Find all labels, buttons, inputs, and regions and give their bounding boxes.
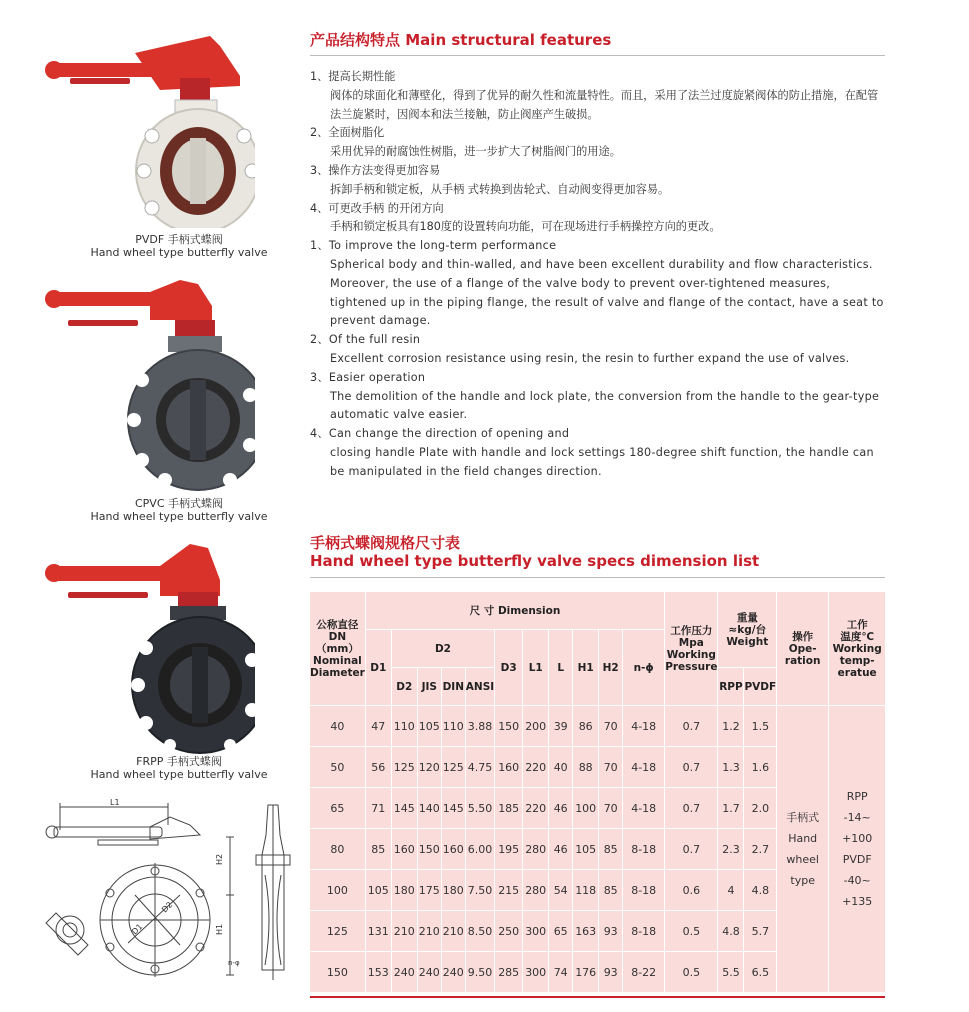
table-cell: 285: [495, 952, 523, 993]
feature-en-title: 2、Of the full resin: [310, 333, 421, 347]
header-text: Ope-: [788, 642, 817, 655]
header-text: Working: [832, 642, 882, 655]
table-cell: 0.7: [665, 829, 718, 870]
table-cell: 110: [441, 706, 465, 747]
table-cell: 1.7: [718, 788, 744, 829]
table-cell: 1.5: [744, 706, 777, 747]
table-cell: 40: [549, 747, 573, 788]
feature-cn-body: 阀体的球面化和薄壁化，得到了优异的耐久性和流量特性。而且，采用了法兰过度旋紧阀体的防止措施，在配管法兰旋紧时，因阀本和法兰接触，防止阀座产生破损。: [330, 88, 879, 121]
feature-en-title: 4、Can change the direction of opening and: [310, 427, 570, 441]
spec-table: [309, 591, 886, 993]
table-cell: 50: [310, 747, 366, 788]
feature-cn-body: 拆卸手柄和锁定板，从手柄 式转换到齿轮式、自动阀变得更加容易。: [330, 182, 670, 196]
table-cell: 105: [573, 829, 599, 870]
table-cell: 80: [310, 829, 366, 870]
table-cell: 0.6: [665, 870, 718, 911]
header-text: 工作压力: [670, 624, 713, 637]
bottom-divider: [310, 996, 885, 998]
table-cell: 85: [365, 829, 391, 870]
table-cell: 71: [365, 788, 391, 829]
header-weight: [718, 592, 777, 668]
header-text: temp-: [839, 654, 875, 667]
table-cell: 210: [441, 911, 465, 952]
header-text: 工作: [846, 618, 868, 631]
cpvc-valve-image: [40, 280, 255, 495]
label-d2: D2: [160, 900, 175, 915]
table-cell: 74: [549, 952, 573, 993]
header-n-phi: n-ϕ: [623, 630, 665, 706]
table-cell: 300: [523, 952, 549, 993]
table-cell: 6.00: [465, 829, 494, 870]
feature-en-body: Excellent corrosion resistance using resin, the resin to further expand the use of valves.: [330, 351, 850, 365]
table-cell: 120: [417, 747, 441, 788]
table-cell: 0.5: [665, 911, 718, 952]
table-cell: 46: [549, 788, 573, 829]
table-cell: 8-18: [623, 870, 665, 911]
feature-cn-body: 手柄和锁定板具有180度的设置转向功能，可在现场进行手柄操控方向的更改。: [330, 220, 721, 234]
table-cell: 210: [417, 911, 441, 952]
feature-cn-2: [310, 124, 888, 162]
header-text: eratue: [837, 666, 877, 679]
operation-text: Hand: [788, 832, 818, 845]
table-cell: 46: [549, 829, 573, 870]
table-cell: 9.50: [465, 952, 494, 993]
specs-title-en: Hand wheel type butterfly valve specs dimension list: [310, 552, 760, 570]
operation-text: 手柄式: [786, 811, 820, 824]
table-cell: 210: [391, 911, 417, 952]
table-cell: 93: [599, 952, 623, 993]
table-cell: 240: [417, 952, 441, 993]
table-cell: 1.6: [744, 747, 777, 788]
table-cell: 180: [391, 870, 417, 911]
table-cell: 125: [391, 747, 417, 788]
table-cell: 100: [310, 870, 366, 911]
table-cell: 4.8: [744, 870, 777, 911]
header-d2: D2: [391, 630, 494, 668]
cpvc-caption: [64, 497, 294, 523]
table-cell: 240: [391, 952, 417, 993]
header-d2-sub: D2: [391, 668, 417, 706]
table-cell: 0.7: [665, 788, 718, 829]
feature-cn-1: [310, 68, 888, 124]
table-cell: 4-18: [623, 747, 665, 788]
table-cell: 153: [365, 952, 391, 993]
table-cell: 86: [573, 706, 599, 747]
table-cell: 200: [523, 706, 549, 747]
table-cell: 0.7: [665, 747, 718, 788]
table-cell: 39: [549, 706, 573, 747]
table-cell: 215: [495, 870, 523, 911]
table-cell: 56: [365, 747, 391, 788]
pvdf-name-en: Hand wheel type butterfly valve: [90, 246, 268, 259]
feature-en-body: Spherical body and thin-walled, and have been excellent durability and flow characteristics. Moreover, the use of a flange of the valve body to prevent over-tightened measures, tightened up in the piping flange, the result of valve and flange of the contact, have a seat to prevent damage.: [330, 257, 884, 328]
header-text: 重量: [736, 611, 758, 624]
table-cell: 300: [523, 911, 549, 952]
table-cell: 65: [310, 788, 366, 829]
frpp-name-en: Hand wheel type butterfly valve: [90, 768, 268, 781]
table-cell: 8.50: [465, 911, 494, 952]
table-cell: 150: [310, 952, 366, 993]
table-cell: 0.5: [665, 952, 718, 993]
feature-cn-title: 1、提高长期性能: [310, 70, 396, 83]
table-cell: 40: [310, 706, 366, 747]
header-temperature: [829, 592, 886, 706]
header-l1: L1: [523, 630, 549, 706]
table-cell: 100: [573, 788, 599, 829]
header-pressure: [665, 592, 718, 706]
header-text: Mpa: [678, 636, 704, 649]
table-cell: 150: [417, 829, 441, 870]
table-cell: 6.5: [744, 952, 777, 993]
table-cell: 145: [441, 788, 465, 829]
table-cell: 1.2: [718, 706, 744, 747]
header-text: （mm）: [315, 642, 359, 655]
temperature-text: +135: [842, 895, 873, 908]
header-h1: H1: [573, 630, 599, 706]
table-cell: 240: [441, 952, 465, 993]
table-cell: 5.7: [744, 911, 777, 952]
feature-en-title: 1、To improve the long-term performance: [310, 239, 557, 253]
specs-title: [310, 534, 759, 570]
table-cell: 280: [523, 870, 549, 911]
header-text: 操作: [792, 630, 814, 643]
cpvc-name-cn: CPVC 手柄式蝶阀: [134, 497, 224, 510]
features-title: [310, 31, 611, 49]
table-cell: 105: [365, 870, 391, 911]
table-cell: 4: [718, 870, 744, 911]
table-cell: 70: [599, 747, 623, 788]
frpp-caption: [64, 755, 294, 781]
table-cell: 8-22: [623, 952, 665, 993]
table-cell: 176: [573, 952, 599, 993]
features-divider: [310, 55, 885, 56]
table-cell: 1.3: [718, 747, 744, 788]
feature-en-3: [310, 369, 888, 425]
label-l1: L1: [110, 798, 120, 807]
operation-cell: [777, 706, 829, 993]
header-d1: D1: [365, 630, 391, 706]
header-text: 公称直径: [316, 618, 359, 631]
temperature-text: +100: [842, 832, 873, 845]
table-cell: 180: [441, 870, 465, 911]
feature-cn-title: 2、全面树脂化: [310, 126, 385, 140]
table-cell: 47: [365, 706, 391, 747]
label-d1: D1: [130, 922, 145, 937]
table-cell: 4-18: [623, 788, 665, 829]
table-cell: 4.75: [465, 747, 494, 788]
specs-divider: [310, 577, 885, 578]
header-d3: D3: [495, 630, 523, 706]
temperature-text: -14~: [843, 811, 871, 824]
table-cell: 125: [441, 747, 465, 788]
table-cell: 125: [310, 911, 366, 952]
table-cell: 110: [391, 706, 417, 747]
table-cell: 160: [391, 829, 417, 870]
header-text: Working: [666, 648, 716, 661]
frpp-valve-image: [40, 540, 255, 755]
table-cell: 280: [523, 829, 549, 870]
table-cell: 70: [599, 706, 623, 747]
table-cell: 2.7: [744, 829, 777, 870]
header-dn: [310, 592, 366, 706]
table-cell: 195: [495, 829, 523, 870]
table-cell: 85: [599, 829, 623, 870]
dimension-drawing: [40, 795, 295, 985]
table-cell: 5.50: [465, 788, 494, 829]
cpvc-name-en: Hand wheel type butterfly valve: [90, 510, 268, 523]
label-h1: H1: [215, 923, 224, 935]
table-cell: 7.50: [465, 870, 494, 911]
header-operation: [777, 592, 829, 706]
features-title-cn: 产品结构特点: [310, 31, 401, 49]
header-text: ≈kg/台: [728, 623, 767, 636]
spec-table-body: [310, 706, 886, 993]
pvdf-valve-image: [40, 28, 255, 228]
table-cell: 175: [417, 870, 441, 911]
table-cell: 85: [599, 870, 623, 911]
table-cell: 140: [417, 788, 441, 829]
pvdf-name-cn: PVDF 手柄式蝶阀: [135, 233, 223, 246]
label-n-phi: n-φ: [228, 959, 240, 967]
feature-en-body: closing handle Plate with handle and lock settings 180-degree shift function, the handle can be manipulated in the field changes direction.: [330, 445, 874, 478]
feature-cn-title: 4、可更改手柄 的开闭方向: [310, 201, 444, 215]
operation-text: wheel: [786, 853, 819, 866]
table-cell: 220: [523, 788, 549, 829]
feature-cn-4: [310, 200, 888, 238]
table-cell: 250: [495, 911, 523, 952]
header-d2-jis: JIS: [417, 668, 441, 706]
table-cell: 160: [495, 747, 523, 788]
temperature-cell: [829, 706, 886, 993]
header-text: ration: [784, 654, 821, 667]
feature-cn-body: 采用优异的耐腐蚀性树脂，进一步扩大了树脂阀门的用途。: [330, 145, 621, 159]
feature-cn-3: [310, 162, 888, 200]
table-cell: 54: [549, 870, 573, 911]
feature-en-4: [310, 425, 888, 481]
table-cell: 145: [391, 788, 417, 829]
table-cell: 2.0: [744, 788, 777, 829]
label-h2: H2: [215, 853, 224, 865]
header-weight-rpp: RPP: [718, 668, 744, 706]
table-cell: 220: [523, 747, 549, 788]
header-text: Nominal: [313, 654, 362, 667]
header-text: Diameter: [310, 666, 365, 679]
table-cell: 65: [549, 911, 573, 952]
header-text: Weight: [726, 635, 769, 648]
header-dimension: 尺 寸 Dimension: [365, 592, 664, 630]
header-h2: H2: [599, 630, 623, 706]
table-row: [310, 706, 886, 747]
table-cell: 0.7: [665, 706, 718, 747]
header-text: DN: [328, 630, 347, 643]
features-title-en: Main structural features: [405, 31, 612, 49]
header-l: L: [549, 630, 573, 706]
header-weight-pvdf: PVDF: [744, 668, 777, 706]
frpp-name-cn: FRPP 手柄式蝶阀: [136, 755, 222, 768]
feature-en-title: 3、Easier operation: [310, 370, 426, 384]
table-cell: 163: [573, 911, 599, 952]
table-cell: 70: [599, 788, 623, 829]
table-cell: 131: [365, 911, 391, 952]
table-cell: 5.5: [718, 952, 744, 993]
table-cell: 88: [573, 747, 599, 788]
table-cell: 160: [441, 829, 465, 870]
table-cell: 185: [495, 788, 523, 829]
table-cell: 4.8: [718, 911, 744, 952]
temperature-text: PVDF: [842, 853, 872, 866]
table-cell: 150: [495, 706, 523, 747]
table-cell: 8-18: [623, 829, 665, 870]
table-cell: 93: [599, 911, 623, 952]
feature-cn-title: 3、操作方法变得更加容易: [310, 163, 441, 177]
table-cell: 105: [417, 706, 441, 747]
feature-en-2: [310, 331, 888, 369]
feature-en-body: The demolition of the handle and lock plate, the conversion from the handle to the gear-type automatic valve easier.: [330, 389, 880, 422]
table-cell: 2.3: [718, 829, 744, 870]
header-d2-ansi: ANSI: [465, 668, 494, 706]
operation-text: type: [790, 874, 815, 887]
table-cell: 3.88: [465, 706, 494, 747]
table-cell: 8-18: [623, 911, 665, 952]
table-cell: 4-18: [623, 706, 665, 747]
temperature-text: -40~: [843, 874, 871, 887]
header-text: 温度℃: [840, 630, 875, 643]
header-text: Pressure: [665, 660, 718, 673]
header-d2-din: DIN: [441, 668, 465, 706]
temperature-text: RPP: [846, 790, 868, 803]
pvdf-caption: [64, 233, 294, 259]
specs-title-cn: 手柄式蝶阀规格尺寸表: [310, 534, 461, 552]
table-cell: 118: [573, 870, 599, 911]
features-list: [310, 68, 888, 482]
feature-en-1: [310, 237, 888, 331]
